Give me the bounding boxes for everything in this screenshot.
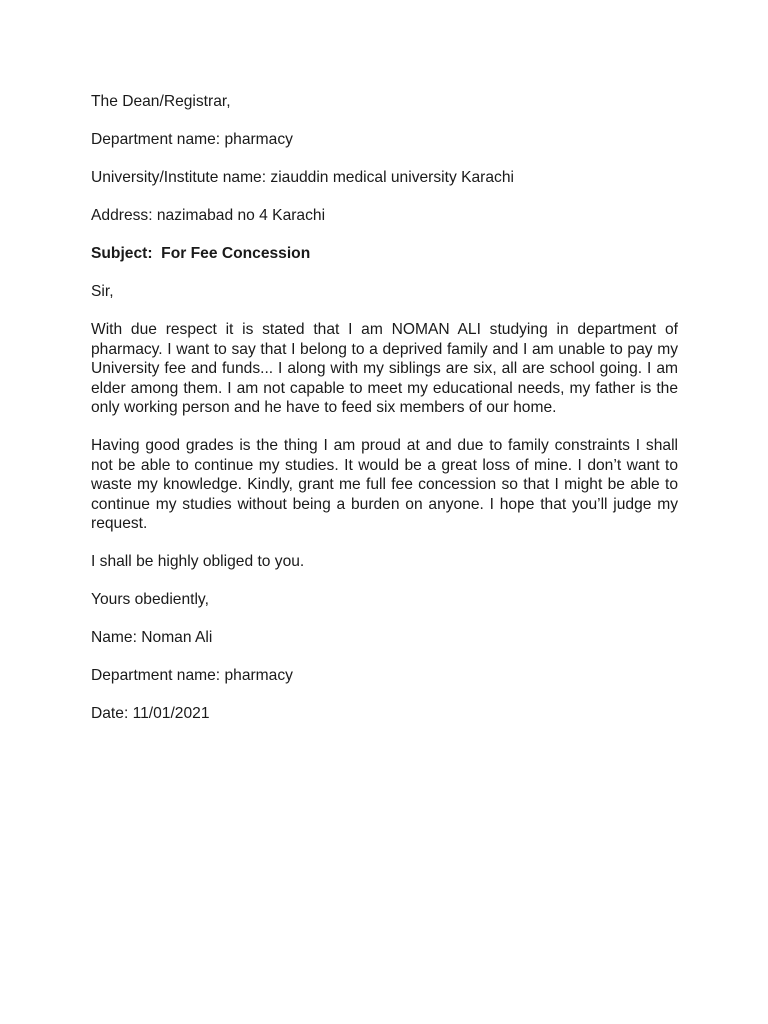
salutation: Sir, (91, 283, 114, 300)
address-line: Address: nazimabad no 4 Karachi (91, 207, 326, 224)
letter-date: Date: 11/01/2021 (91, 705, 210, 722)
body-paragraph-1: With due respect it is stated that I am NOMAN ALI studying in department of pharmacy. I want to say that I belong to a deprived family and I am unable to pay my University fee and funds... I along with my siblings are six, all are school going. I am elder among them. I am not capable to meet my educational needs, my father is the only working person and he have to feed six members of our home. (91, 321, 678, 416)
closing-line: Yours obediently, (91, 591, 209, 608)
university-line: University/Institute name: ziauddin medical university Karachi (91, 169, 514, 186)
subject-line: Subject: For Fee Concession (91, 245, 311, 262)
recipient-line: The Dean/Registrar, (91, 93, 231, 110)
obliged-line: I shall be highly obliged to you. (91, 553, 305, 570)
letter-body (91, 92, 678, 742)
body-paragraph-2: Having good grades is the thing I am proud at and due to family constraints I shall not be able to continue my studies. It would be a great loss of mine. I don’t want to waste my knowledge. Kindly, grant me full fee concession so that I might be able to continue my studies without being a burden on anyone. I hope that you’ll judge my request. (91, 437, 678, 532)
sender-department: Department name: pharmacy (91, 667, 293, 684)
department-line: Department name: pharmacy (91, 131, 293, 148)
sender-name: Name: Noman Ali (91, 629, 213, 646)
